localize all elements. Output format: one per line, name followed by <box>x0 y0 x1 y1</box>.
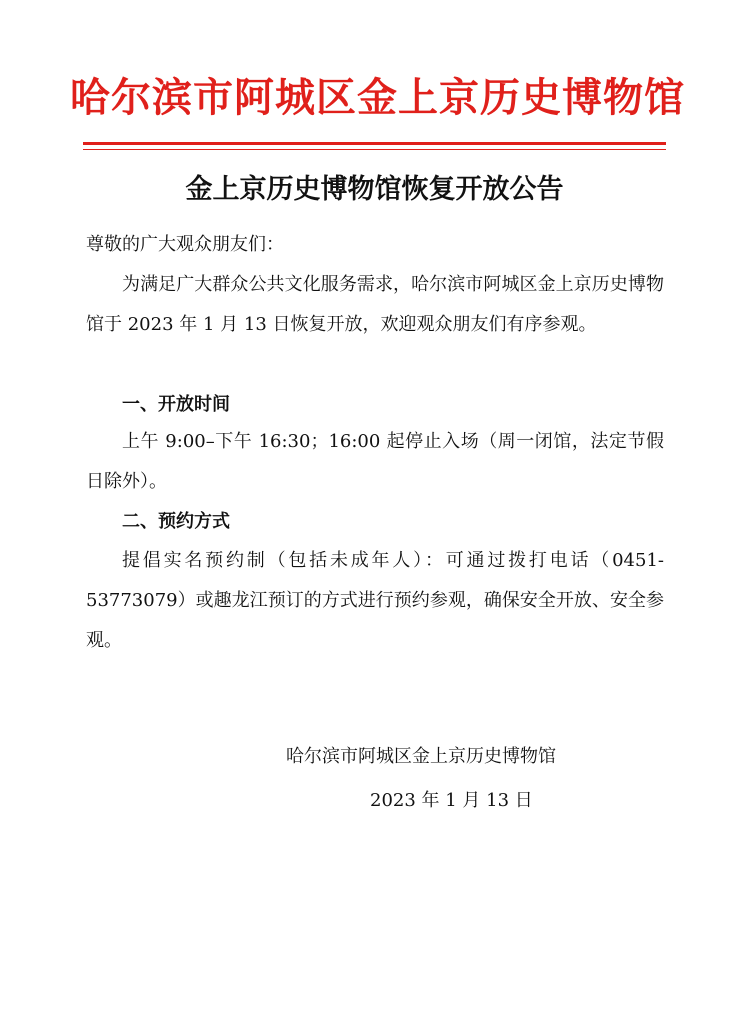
section-heading-opening-hours: 一、开放时间 <box>122 394 230 415</box>
intro-paragraph: 为满足广大群众公共文化服务需求，哈尔滨市阿城区金上京历史博物馆于 2023 年 1 月 13 日恢复开放，欢迎观众朋友们有序参观。 <box>86 274 664 335</box>
booking-paragraph: 提倡实名预约制（包括未成年人）：可通过拨打电话（0451-53773079）或趣龙江预订的方式进行预约参观，确保安全开放、安全参观。 <box>86 550 664 651</box>
signature-organization: 哈尔滨市阿城区金上京历史博物馆 <box>286 746 556 767</box>
letterhead-rule-thick <box>83 142 666 145</box>
letterhead-rule-thin <box>83 149 666 150</box>
section-heading-booking: 二、预约方式 <box>122 511 230 532</box>
notice-title: 金上京历史博物馆恢复开放公告 <box>185 174 564 205</box>
salutation: 尊敬的广大观众朋友们： <box>86 234 284 255</box>
org-letterhead: 哈尔滨市阿城区金上京历史博物馆 <box>70 74 685 121</box>
opening-hours-paragraph: 上午 9:00–下午 16:30；16:00 起停止入场（周一闭馆，法定节假日除外）。 <box>86 431 664 492</box>
signature-date: 2023 年 1 月 13 日 <box>370 790 533 811</box>
